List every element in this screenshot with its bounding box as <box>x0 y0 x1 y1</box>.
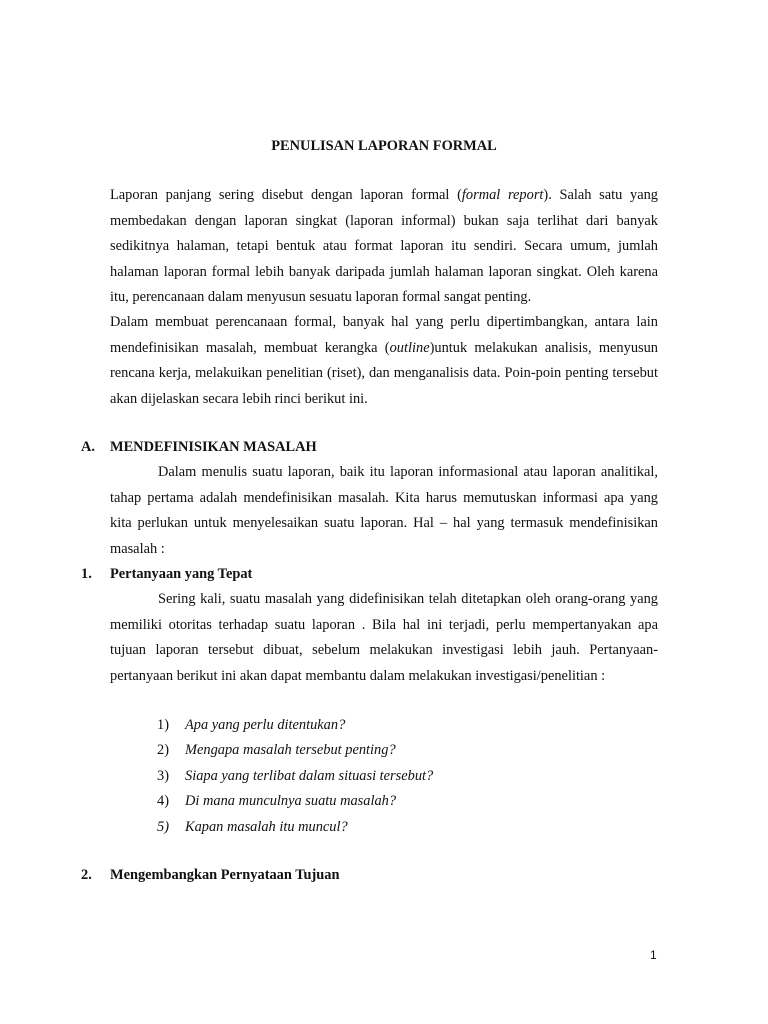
section-a-title: MENDEFINISIKAN MASALAH <box>110 439 317 455</box>
intro-p2-italic: outline <box>389 339 430 356</box>
section-a-text: Dalam menulis suatu laporan, baik itu laporan informasional atau laporan analitikal, tahap pertama adalah mendefinisikan masalah. Kita harus memutuskan informasi apa yang kita perlukan untuk menyelesaikan suatu laporan. Hal – hal yang termasuk mendefinisikan masalah : <box>110 464 658 557</box>
list-item: 4) Di mana munculnya suatu masalah? <box>157 793 397 810</box>
subsection-2-heading <box>81 867 340 884</box>
subsection-1-text: Sering kali, suatu masalah yang didefinisikan telah ditetapkan oleh orang-orang yang memiliki otoritas terhadap suatu laporan . Bila hal ini terjadi, perlu mempertanyakan apa tujuan laporan tersebut dibuat, sebelum melakukan investigasi lebih jauh. Pertanyaan-pertanyaan berikut ini akan dapat membantu dalam melakukan investigasi/penelitian : <box>110 591 658 684</box>
subsection-1-label: 1. <box>81 566 92 582</box>
document-title: PENULISAN LAPORAN FORMAL <box>271 138 497 154</box>
subsection-2-title: Mengembangkan Pernyataan Tujuan <box>110 867 340 883</box>
subsection-1-paragraph <box>110 587 658 689</box>
list-item: 5) Kapan masalah itu muncul? <box>157 818 348 835</box>
question-list <box>157 713 433 840</box>
intro-p1-end: ). Salah satu yang membedakan dengan laporan singkat (laporan informal) bukan saja terlihat dari banyak sedikitnya halaman, tetapi bentuk atau format laporan itu sendiri. Secara umum, jumlah halaman laporan formal lebih banyak daripada jumlah halaman laporan singkat. Oleh karena itu, perencanaan dalam menyusun sesuatu laporan formal sangat penting. <box>110 187 658 306</box>
list-item: 2) Mengapa masalah tersebut penting? <box>157 742 396 759</box>
intro-paragraph-2 <box>110 310 658 412</box>
page-number: 1 <box>650 948 657 962</box>
intro-p1-start: Laporan panjang sering disebut dengan laporan formal ( <box>110 187 462 203</box>
intro-p2-start: Dalam membuat perencanaan formal, banyak hal yang perlu dipertimbangkan, antara lain mendefinisikan masalah, membuat kerangka ( <box>110 314 658 356</box>
section-a-label: A. <box>81 439 95 455</box>
section-a-heading <box>81 439 317 456</box>
section-a-paragraph <box>110 460 658 562</box>
subsection-2-label: 2. <box>81 867 92 883</box>
intro-paragraph-1 <box>110 183 658 311</box>
intro-p1-italic: formal report <box>461 187 544 203</box>
intro-p2-end: )untuk melakukan analisis, menyusun rencana kerja, melakuikan penelitian (riset), dan menganalisis data. Poin-poin penting tersebut akan dijelaskan secara lebih rinci berikut ini. <box>110 339 658 407</box>
list-item: 3) Siapa yang terlibat dalam situasi tersebut? <box>157 767 434 784</box>
list-item: 1) Apa yang perlu ditentukan? <box>157 717 346 733</box>
subsection-1-heading <box>81 566 252 583</box>
subsection-1-title: Pertanyaan yang Tepat <box>110 566 253 582</box>
